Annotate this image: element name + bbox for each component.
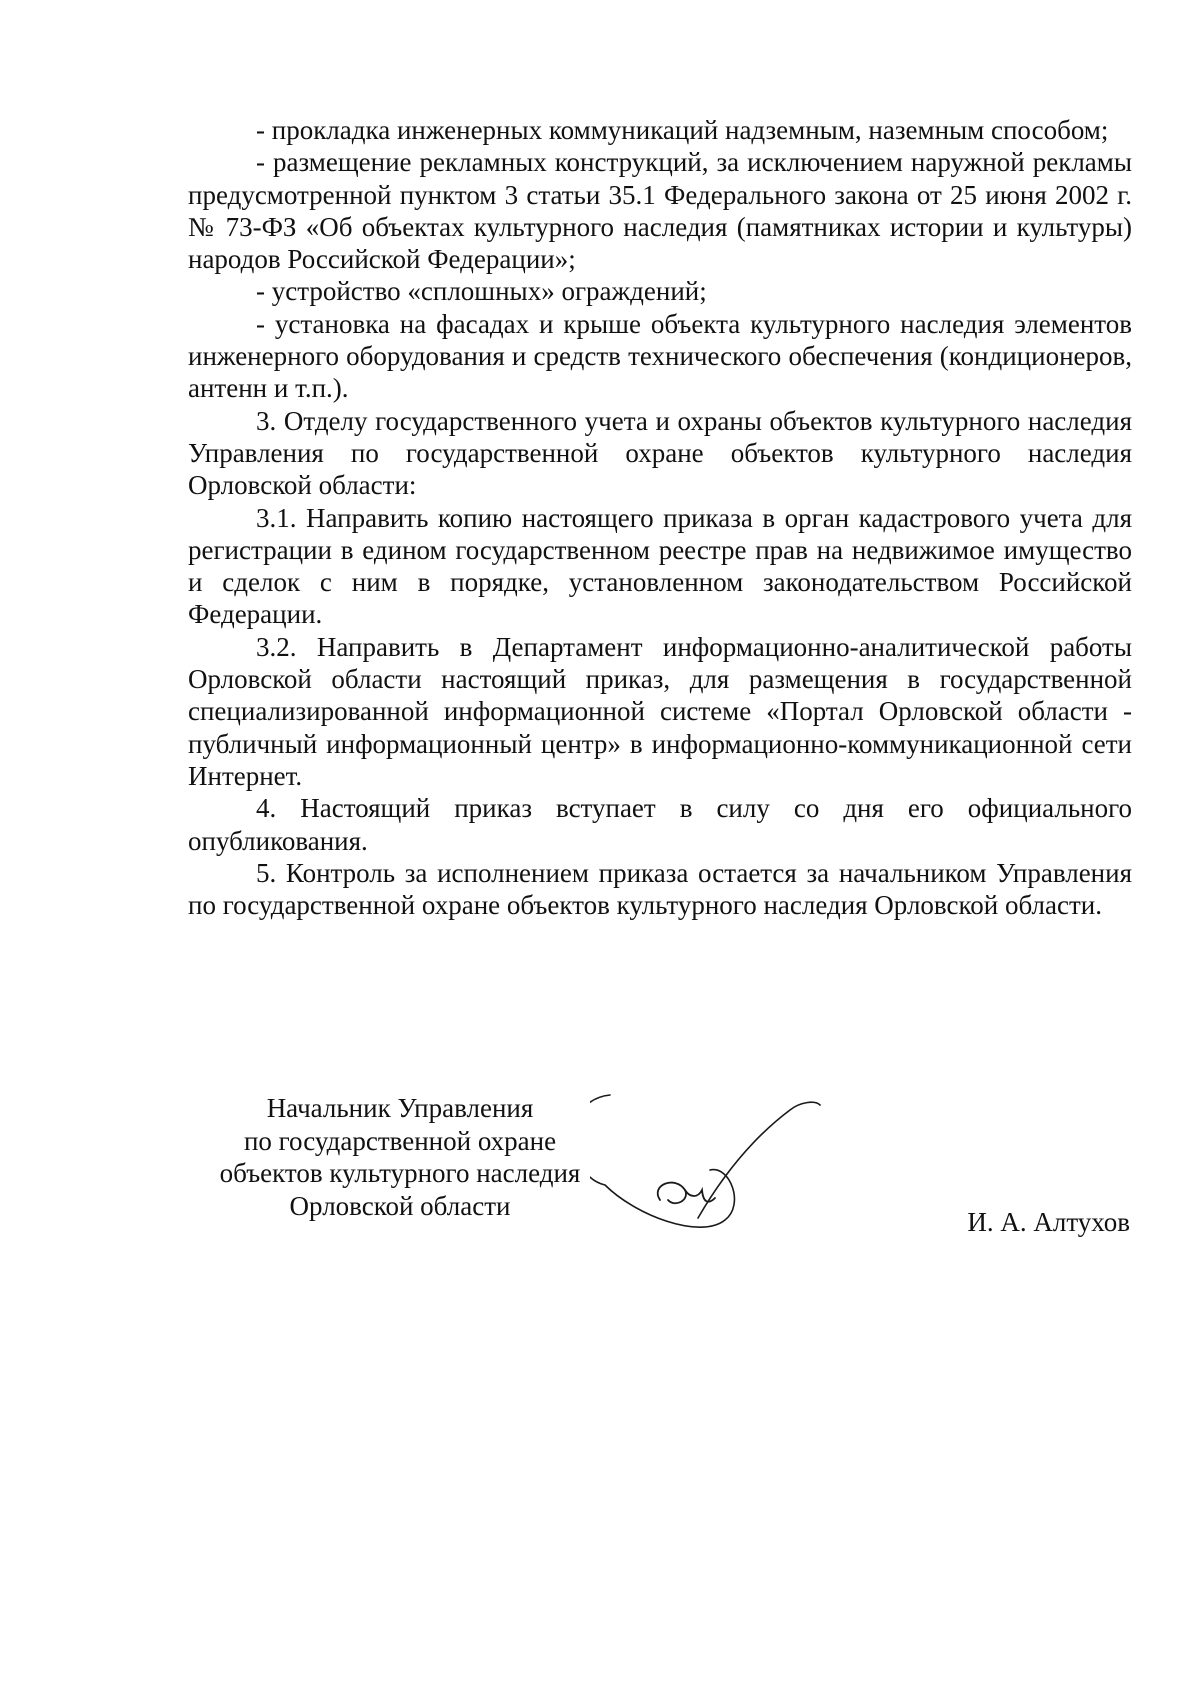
signer-position	[200, 1092, 600, 1222]
paragraph-item-5: 5. Контроль за исполнением приказа остается за начальником Управления по государственной охране объектов культурного наследия Орловской области.	[188, 857, 1132, 921]
paragraph-solid-fences: - устройство «сплошных» ограждений;	[256, 276, 707, 307]
signer-position-block	[200, 1092, 600, 1232]
signer-position-line: объектов культурного наследия	[219, 1158, 581, 1188]
paragraph-advertising-structures: - размещение рекламных конструкций, за исключением наружной рекламы предусмотренной пунктом 3 статьи 35.1 Федерального закона от 25 июня 2002 г. № 73-ФЗ «Об объектах культурного наследия (памятниках истории и культуры) народов Российской Федерации»;	[188, 147, 1132, 275]
paragraph-item-3-2: 3.2. Направить в Департамент информационно-аналитической работы Орловской области настоящий приказ, для размещения в государственной специализированной информационной системе «Портал Орловской области - публичный информационный центр» в информационно-коммуникационной сети Интернет.	[188, 631, 1132, 791]
signer-position-line: Орловской области	[289, 1190, 511, 1221]
paragraph-item-3-1: 3.1. Направить копию настоящего приказа в орган кадастрового учета для регистрации в едином государственном реестре прав на недвижимое имущество и сделок с ним в порядке, установленном законодательством Российской Федерации.	[188, 502, 1132, 630]
signer-name: И. А. Алтухов	[967, 1207, 1130, 1237]
paragraph-item-4: 4. Настоящий приказ вступает в силу со дня его официального опубликования.	[188, 793, 1132, 856]
paragraph-engineering-communications: - прокладка инженерных коммуникаций надземным, наземным способом;	[256, 115, 1109, 145]
paragraph-item-3: 3. Отделу государственного учета и охраны объектов культурного наследия Управления по государственной охране объектов культурного наследия Орловской области:	[188, 405, 1132, 501]
signer-position-line: Начальник Управления	[266, 1093, 534, 1123]
document-body	[188, 114, 1132, 921]
signer-position-line: по государственной охране	[243, 1125, 557, 1156]
handwritten-signature	[590, 1090, 870, 1250]
paragraph-facade-equipment: - установка на фасадах и крыше объекта культурного наследия элементов инженерного оборудования и средств технического обеспечения (кондиционеров, антенн и т.п.).	[188, 308, 1132, 404]
